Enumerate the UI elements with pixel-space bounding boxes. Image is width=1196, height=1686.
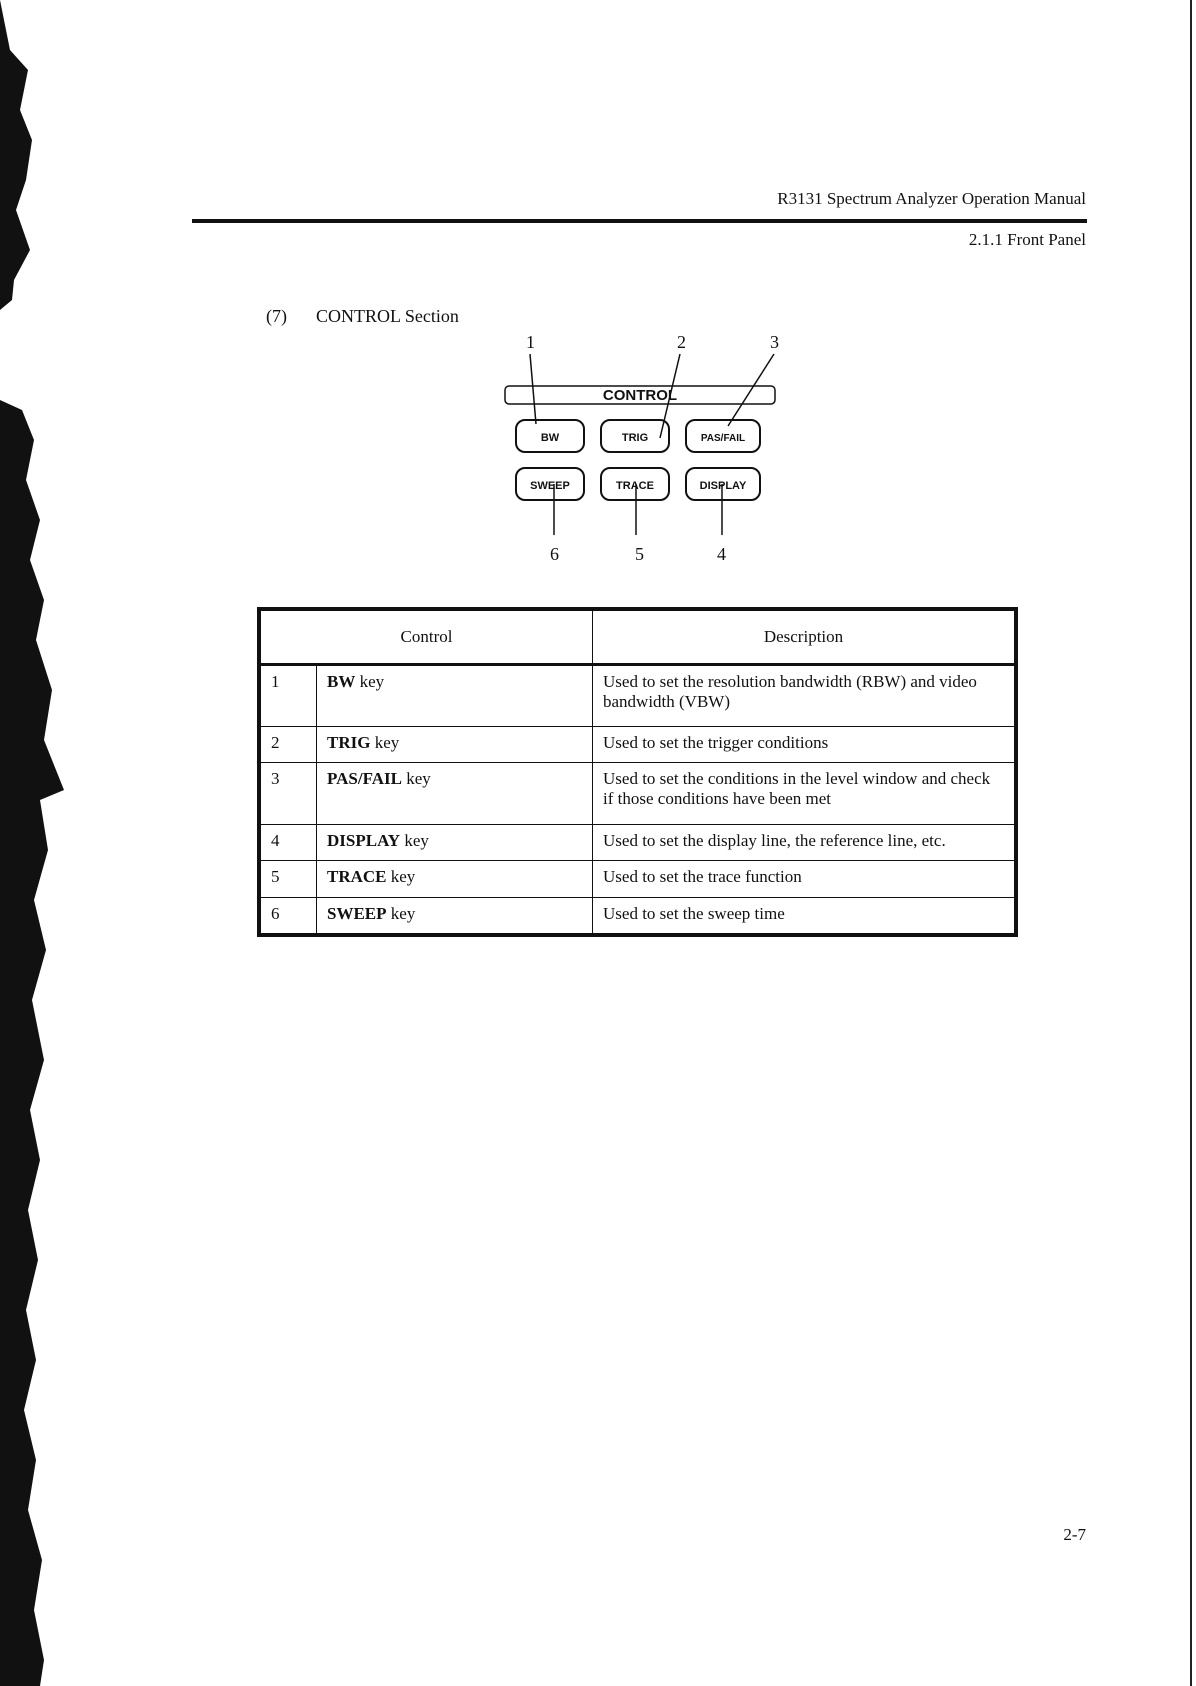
control-name: SWEEP key	[317, 897, 593, 933]
header-description: Description	[593, 611, 1015, 665]
row-number: 2	[261, 726, 317, 762]
sweep-key-label: SWEEP	[530, 480, 570, 492]
control-name: TRACE key	[317, 861, 593, 897]
control-name: PAS/FAIL key	[317, 763, 593, 825]
control-name: BW key	[317, 665, 593, 727]
callout-3: 3	[770, 332, 779, 352]
page-number: 2-7	[1063, 1525, 1086, 1544]
leader-1	[530, 354, 536, 424]
manual-title: R3131 Spectrum Analyzer Operation Manual	[777, 189, 1086, 208]
control-description: Used to set the conditions in the level window and check if those conditions have been met	[593, 763, 1015, 825]
callout-2: 2	[677, 332, 686, 352]
controls-table	[257, 607, 1018, 937]
row-number: 5	[261, 861, 317, 897]
scanned-binding-edge	[0, 0, 80, 1686]
section-heading	[266, 306, 459, 327]
section-number: (7)	[266, 306, 287, 326]
control-description: Used to set the sweep time	[593, 897, 1015, 933]
trig-key-label: TRIG	[621, 432, 649, 444]
control-panel-label: CONTROL	[602, 387, 678, 404]
section-title: CONTROL Section	[316, 306, 459, 326]
row-number: 6	[261, 897, 317, 933]
callout-5: 5	[635, 544, 644, 564]
control-description: Used to set the display line, the reference line, etc.	[593, 825, 1015, 861]
table-row	[261, 763, 1015, 825]
callout-1: 1	[526, 332, 535, 352]
control-name: DISPLAY key	[317, 825, 593, 861]
row-number: 1	[261, 665, 317, 727]
row-number: 3	[261, 763, 317, 825]
table-row	[261, 897, 1015, 933]
control-panel-diagram	[500, 330, 790, 570]
trace-key-label: TRACE	[616, 480, 654, 492]
control-description: Used to set the trigger conditions	[593, 726, 1015, 762]
table-row	[261, 825, 1015, 861]
scan-right-edge-line	[1190, 0, 1192, 1686]
header-control: Control	[261, 611, 593, 665]
callout-4: 4	[717, 544, 726, 564]
control-description: Used to set the trace function	[593, 861, 1015, 897]
control-description: Used to set the resolution bandwidth (RBW) and video bandwidth (VBW)	[593, 665, 1015, 727]
display-key-label: DISPLAY	[699, 480, 747, 492]
leader-3	[728, 354, 774, 426]
section-reference: 2.1.1 Front Panel	[968, 230, 1086, 249]
row-number: 4	[261, 825, 317, 861]
bw-key-label: BW	[540, 432, 560, 444]
table-row	[261, 665, 1015, 727]
header-rule	[192, 219, 1087, 223]
pas-fail-key-label: PAS/FAIL	[700, 433, 746, 444]
control-name: TRIG key	[317, 726, 593, 762]
table-row	[261, 726, 1015, 762]
table-row	[261, 861, 1015, 897]
callout-6: 6	[550, 544, 559, 564]
